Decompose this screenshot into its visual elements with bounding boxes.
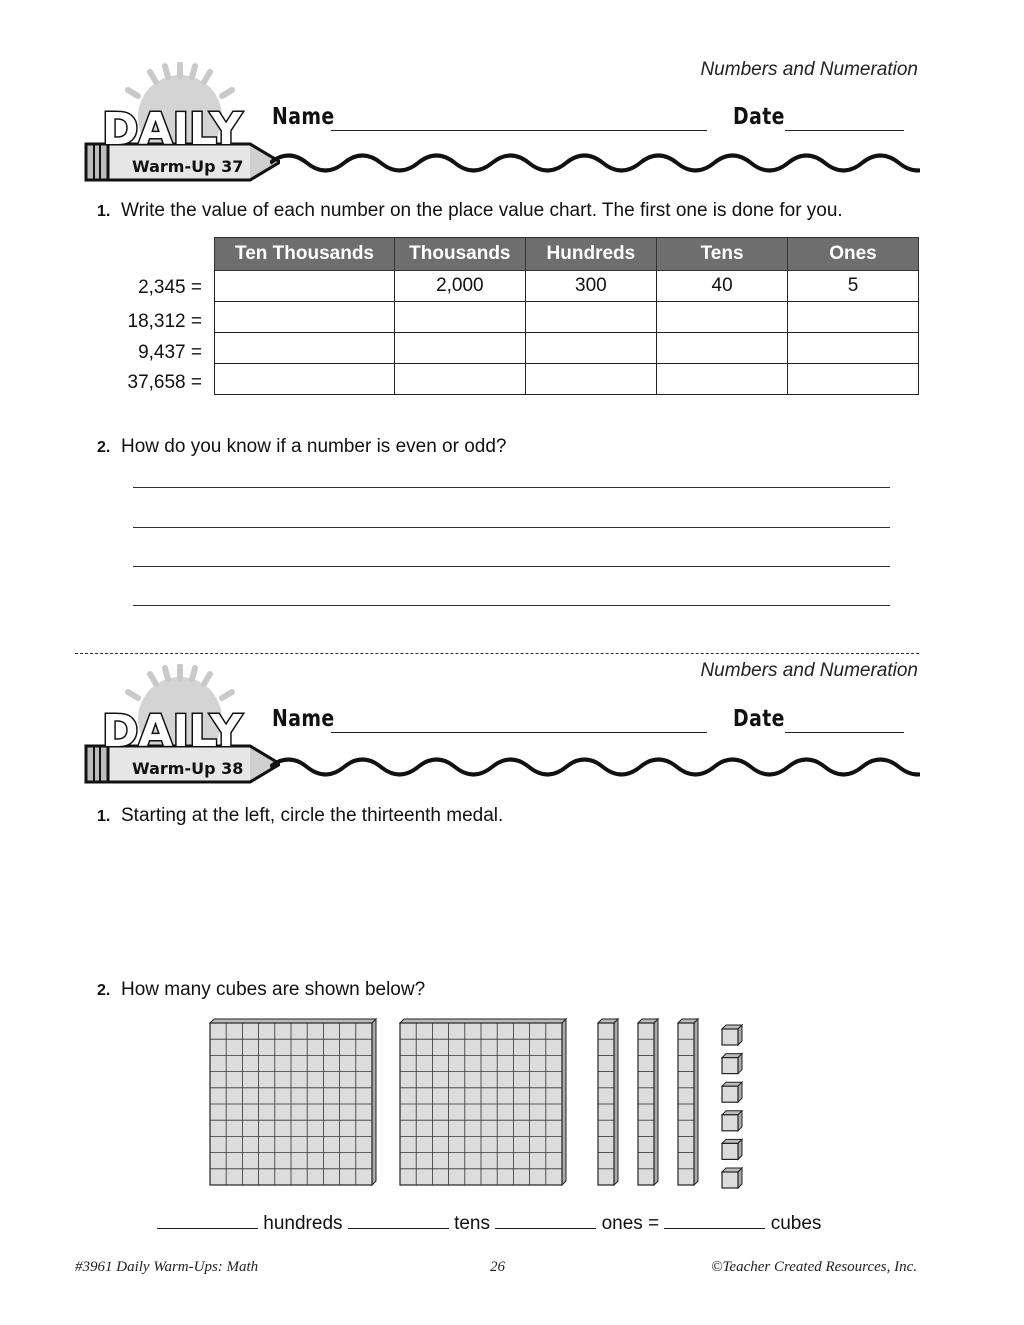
table-cell[interactable]: 2,000 [395, 271, 526, 302]
tens-label: tens [454, 1213, 490, 1234]
date-label: Date [733, 706, 785, 732]
question-text: Starting at the left, circle the thirteenth medal. [121, 805, 504, 826]
table-cell[interactable] [525, 364, 656, 395]
footer-right: ©Teacher Created Resources, Inc. [711, 1259, 917, 1275]
ten-rod [638, 1019, 658, 1185]
ten-rod [598, 1019, 618, 1185]
question-number: 2. [97, 982, 111, 999]
column-header: Ones [788, 238, 919, 271]
logo-sub: Warm-Up 38 [132, 759, 244, 778]
daily-warmup-logo [80, 62, 280, 187]
hundred-flat [210, 1019, 376, 1185]
question-number: 2. [97, 439, 111, 456]
table-cell[interactable]: 300 [525, 271, 656, 302]
hundreds-label: hundreds [263, 1213, 343, 1234]
topic-label: Numbers and Numeration [700, 660, 918, 681]
question-text: Write the value of each number on the place value chart. The first one is done for you. [121, 200, 843, 221]
one-cube [722, 1054, 742, 1074]
cut-line [75, 653, 919, 654]
date-label: Date [733, 104, 785, 130]
answer-line[interactable] [133, 605, 890, 606]
topic-label: Numbers and Numeration [700, 59, 918, 80]
footer-left: #3961 Daily Warm-Ups: Math [75, 1259, 259, 1275]
logo-sub: Warm-Up 37 [132, 157, 244, 176]
ones-blank[interactable] [495, 1212, 596, 1229]
row-label: 9,437 = [138, 342, 202, 363]
ones-label: ones = [601, 1213, 660, 1234]
question-number: 1. [97, 203, 111, 220]
question-number: 1. [97, 808, 111, 825]
cube-answer-row [157, 1212, 821, 1235]
table-cell[interactable] [657, 333, 788, 364]
table-cell[interactable] [525, 333, 656, 364]
table-cell[interactable] [395, 364, 526, 395]
place-value-chart [214, 237, 919, 395]
cubes-label: cubes [770, 1213, 822, 1234]
table-row [215, 333, 919, 364]
one-cube [722, 1025, 742, 1045]
table-cell[interactable] [657, 364, 788, 395]
column-header: Hundreds [525, 238, 656, 271]
row-label: 2,345 = [138, 277, 202, 298]
question-text: How many cubes are shown below? [121, 979, 426, 1000]
column-header: Thousands [395, 238, 526, 271]
daily-warmup-logo [80, 664, 280, 789]
table-cell[interactable] [215, 364, 395, 395]
name-field[interactable] [331, 130, 707, 131]
one-cube [722, 1168, 742, 1188]
one-cube [722, 1139, 742, 1159]
name-field[interactable] [331, 732, 707, 733]
hundred-flat [400, 1019, 566, 1185]
name-label: Name [272, 706, 335, 732]
table-cell[interactable] [395, 302, 526, 333]
ten-rod [678, 1019, 698, 1185]
table-cell[interactable] [215, 333, 395, 364]
answer-line[interactable] [133, 527, 890, 528]
cubes-blank[interactable] [664, 1212, 765, 1229]
wavy-divider [270, 148, 920, 178]
table-cell[interactable] [525, 302, 656, 333]
wavy-divider [270, 752, 920, 782]
table-cell[interactable] [657, 302, 788, 333]
answer-line[interactable] [133, 566, 890, 567]
question-text: How do you know if a number is even or odd? [121, 436, 507, 457]
row-label: 37,658 = [127, 372, 202, 393]
table-cell[interactable] [395, 333, 526, 364]
answer-line[interactable] [133, 487, 890, 488]
table-row [215, 364, 919, 395]
date-field[interactable] [785, 130, 904, 131]
table-cell[interactable]: 40 [657, 271, 788, 302]
name-label: Name [272, 104, 335, 130]
table-cell[interactable] [788, 333, 919, 364]
table-row [215, 271, 919, 302]
one-cube [722, 1082, 742, 1102]
table-cell[interactable]: 5 [788, 271, 919, 302]
column-header: Ten Thousands [215, 238, 395, 271]
base-ten-blocks [200, 1015, 760, 1195]
table-header-row [215, 238, 919, 271]
logo-word: DAILY [102, 706, 242, 757]
table-cell[interactable] [215, 271, 395, 302]
table-row [215, 302, 919, 333]
column-header: Tens [657, 238, 788, 271]
row-label: 18,312 = [127, 311, 202, 332]
table-cell[interactable] [215, 302, 395, 333]
date-field[interactable] [785, 732, 904, 733]
tens-blank[interactable] [348, 1212, 449, 1229]
table-cell[interactable] [788, 364, 919, 395]
logo-word: DAILY [102, 104, 242, 155]
hundreds-blank[interactable] [157, 1212, 258, 1229]
page-number: 26 [490, 1259, 505, 1275]
one-cube [722, 1111, 742, 1131]
table-cell[interactable] [788, 302, 919, 333]
